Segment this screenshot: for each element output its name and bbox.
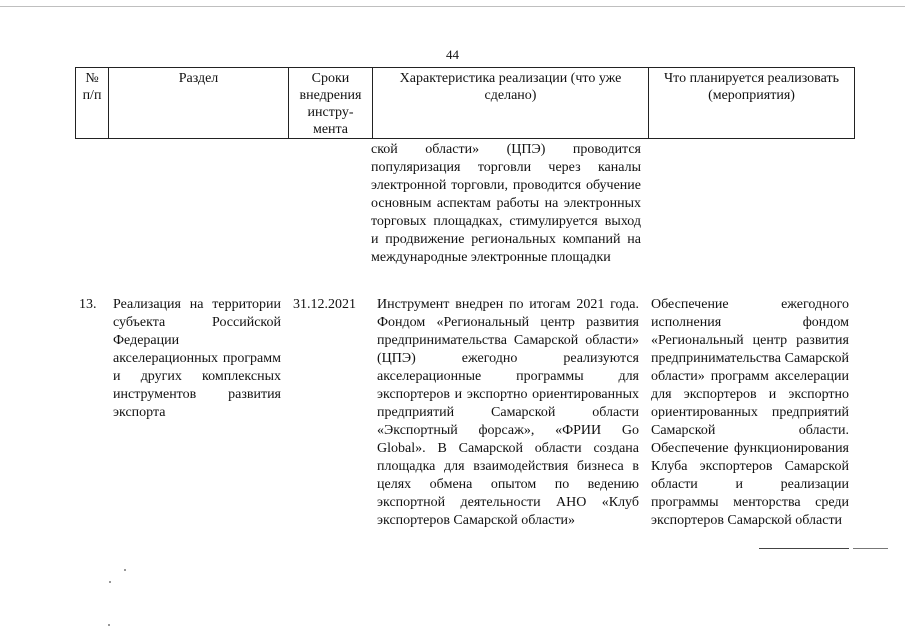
header-section: Раздел <box>109 68 289 139</box>
scan-speck <box>108 624 110 626</box>
row-13-done: Инструмент внедрен по итогам 2021 года. Фондом «Региональный центр развития предпринимательства Самарской области» (ЦПЭ) ежегодно реализуются акселерационные программы для экспортеров и экспортно ориентированных предприятий Самарской области «Экспортный форсаж», «ФРИИ Go Global». В Самарской области создана площадка для взаимодействия бизнеса в целях обмена опытом по ведению экспортной деятельности АНО «Клуб экспортеров Самарской области» <box>377 297 639 528</box>
top-border-line <box>0 6 905 7</box>
signature-line-tail <box>853 548 888 549</box>
row-13-number: 13. <box>79 297 97 312</box>
header-done: Характеристика реализации (что уже сделано) <box>373 68 649 139</box>
header-number: № п/п <box>76 68 109 139</box>
signature-line <box>759 548 849 549</box>
scan-speck <box>124 569 126 571</box>
row-13-section: Реализация на территории субъекта Российской Федерации акселерационных программ и других комплексных инструментов развития экспорта <box>113 297 281 420</box>
row-13-planned: Обеспечение ежегодного исполнения фондом «Региональный центр развития предпринимательства Самарской области» программ акселерации для экспортеров и экспортно ориентированных предприятий Самарской области. Обеспечение функционирования Клуба экспортеров Самарской области и реализации программы менторства среди экспортеров Самарской области <box>651 297 849 528</box>
header-deadline: Сроки внедрения инстру-мента <box>289 68 373 139</box>
header-row <box>76 68 855 139</box>
table-header <box>75 67 855 139</box>
page-number: 44 <box>446 47 459 62</box>
scan-speck <box>109 581 111 583</box>
continued-done-text: ской области» (ЦПЭ) проводится популяризация торговли через каналы электронной торговли, проводится обучение основным аспектам работы на электронных торговых площадках, стимулируется выход и продвижение региональных компаний на международные электронные площадки <box>371 142 641 265</box>
header-planned: Что планируется реализовать (мероприятия) <box>649 68 855 139</box>
row-13-deadline: 31.12.2021 <box>293 297 356 312</box>
